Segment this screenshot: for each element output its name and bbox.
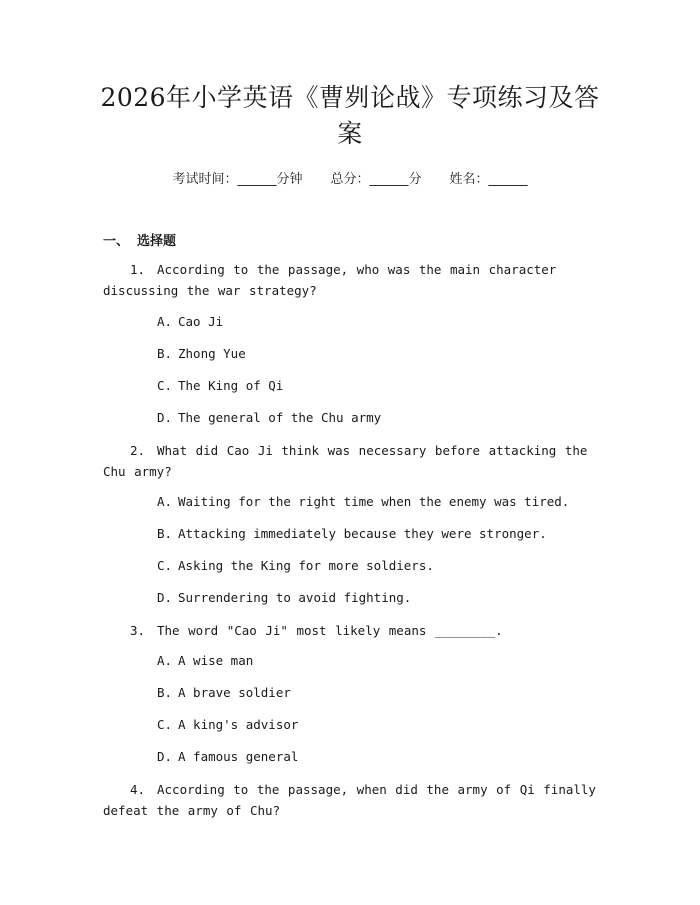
question-3-option-d: D. A famous general xyxy=(157,749,299,764)
question-3 xyxy=(103,620,603,641)
time-blank: ______ xyxy=(237,172,277,187)
page-title: 2026年小学英语《曹刿论战》专项练习及答案 xyxy=(100,83,600,148)
section-heading xyxy=(103,230,176,249)
score-label: 总分： xyxy=(330,172,370,187)
question-number: 1. xyxy=(130,262,146,277)
question-text: What did Cao Ji think was necessary before attacking the Chu army? xyxy=(103,443,588,479)
question-1-option-d: D. The general of the Chu army xyxy=(157,410,382,425)
question-4 xyxy=(103,779,603,821)
question-2-option-c: C. Asking the King for more soldiers. xyxy=(157,558,434,573)
question-3-option-b: B. A brave soldier xyxy=(157,685,291,700)
question-2-option-a: A. Waiting for the right time when the enemy was tired. xyxy=(157,494,570,509)
question-text: According to the passage, who was the main character discussing the war strategy? xyxy=(103,262,557,298)
question-number: 4. xyxy=(130,782,146,797)
question-2 xyxy=(103,440,603,482)
name-label: 姓名： xyxy=(449,172,489,187)
question-2-option-d: D. Surrendering to avoid fighting. xyxy=(157,590,412,605)
question-1-option-a: A. Cao Ji xyxy=(157,314,224,329)
question-2-option-b: B. Attacking immediately because they were stronger. xyxy=(157,526,547,541)
score-blank: ______ xyxy=(369,172,409,187)
name-blank: ______ xyxy=(488,172,528,187)
section-title: 选择题 xyxy=(137,234,177,249)
question-3-option-c: C. A king's advisor xyxy=(157,717,299,732)
time-unit: 分钟 xyxy=(276,172,303,187)
question-number: 3. xyxy=(130,623,146,638)
question-1 xyxy=(103,259,603,301)
question-1-option-c: C. The King of Qi xyxy=(157,378,284,393)
section-number: 一、 xyxy=(103,234,130,249)
question-1-option-b: B. Zhong Yue xyxy=(157,346,246,361)
score-unit: 分 xyxy=(408,172,422,187)
question-3-option-a: A. A wise man xyxy=(157,653,254,668)
exam-info-line xyxy=(0,168,700,187)
question-text: The word "Cao Ji" most likely means ________. xyxy=(157,623,503,638)
question-number: 2. xyxy=(130,443,146,458)
question-text: According to the passage, when did the army of Qi finally defeat the army of Chu? xyxy=(103,782,596,818)
time-label: 考试时间： xyxy=(172,172,238,187)
